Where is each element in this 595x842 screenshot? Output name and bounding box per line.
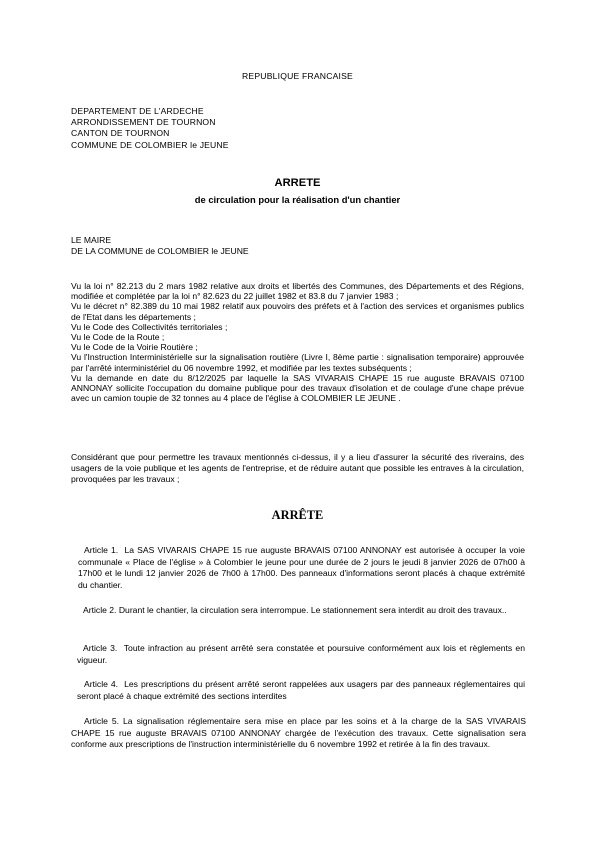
vu-item: Vu le Code des Collectivités territoriales ; (71, 321, 228, 332)
authority-block (71, 235, 249, 257)
vu-item: Vu l'Instruction Interministérielle sur la signalisation routière (Livre I, 8ème partie : signalisation temporaire) approuvée par l'arrêté interministériel du 06 novembre 1992, et modifiée par les textes subséquents ; (71, 352, 524, 373)
departement-line: DEPARTEMENT DE L'ARDECHE (71, 106, 204, 116)
vu-item: Vu le Code de la Route ; (71, 332, 165, 343)
administrative-header (71, 106, 229, 151)
arrete-heading: ARRÊTE (271, 508, 324, 522)
article-label: Article 3. (83, 643, 118, 653)
canton-line: CANTON DE TOURNON (71, 128, 170, 139)
article-label: Article 2. (83, 605, 117, 615)
vu-item: Vu le décret n° 82.389 du 10 mai 1982 relatif aux pouvoirs des préfets et à l'action des services et organismes publics de l'Etat dans les départements ; (71, 301, 524, 322)
arrondissement-line: ARRONDISSEMENT DE TOURNON (71, 117, 216, 128)
document-subtitle: de circulation pour la réalisation d'un chantier (194, 194, 401, 205)
document-title: ARRETE (274, 177, 321, 189)
considerant-paragraph: Considérant que pour permettre les travaux mentionnés ci-dessus, il y a lieu d'assurer la sécurité des riverains, des usagers de la voie publique et les agents de l'entreprise, et de réduire autant que possible les entraves à la circulation, provoquées par les travaux ; (71, 452, 524, 485)
article-text: Les prescriptions du présent arrêté seront rappelées aux usagers par des panneaux réglementaires qui seront placé à chaque extrémité des sections interdites (77, 679, 525, 701)
article-3 (77, 643, 525, 666)
vu-item: Vu le Code de la Voirie Routière ; (71, 342, 198, 353)
authority-line-1: LE MAIRE (71, 235, 112, 245)
article-label: Article 5. (84, 716, 120, 726)
article-text: La SAS VIVARAIS CHAPE 15 rue auguste BRAVAIS 07100 ANNONAY est autorisée à occuper la voie communale « Place de l'église » à Colombier le jeune pour une durée de 2 jours le jeudi 8 janvier 2026 de 07h00 à 17h00 et le lundi 12 janvier 2026 de 7h00 à 17h00. Des panneaux d'informations seront placés à chaque extrémité du chantier. (78, 545, 525, 590)
article-2 (71, 605, 526, 617)
authority-line-2: DE LA COMMUNE de COLOMBIER le JEUNE (71, 246, 249, 257)
article-4 (77, 679, 525, 702)
republique-heading: REPUBLIQUE FRANCAISE (242, 71, 353, 81)
vus-list (71, 281, 524, 403)
vu-item: Vu la demande en date du 8/12/2025 par laquelle la SAS VIVARAIS CHAPE 15 rue auguste BRAVAIS 07100 ANNONAY sollicite l'occupation du domaine publique pour des travaux d'isolation et de coulage d'une chape prévue avec un camion toupie de 32 tonnes au 4 place de l'église à COLOMBIER LE JEUNE . (71, 372, 524, 404)
article-text: Durant le chantier, la circulation sera interrompue. Le stationnement sera interdit au droit des travaux.. (118, 605, 507, 615)
article-label: Article 4. (84, 679, 119, 689)
article-text: Toute infraction au présent arrêté sera constatée et poursuive conformément aux lois et règlements en vigueur. (77, 643, 525, 665)
article-label: Article 1. (84, 545, 119, 555)
article-1 (78, 545, 525, 591)
article-text: La signalisation réglementaire sera mise en place par les soins et à la charge de la SAS VIVARAIS CHAPE 15 rue auguste BRAVAIS 07100 ANNONAY chargée de l'exécution des travaux. Cette signalisation sera conforme aux prescriptions de l'instruction interministérielle du 6 novembre 1992 et retirée à la fin des travaux. (71, 716, 527, 750)
commune-line: COMMUNE DE COLOMBIER le JEUNE (71, 139, 229, 150)
vu-item: Vu la loi n° 82.213 du 2 mars 1982 relative aux droits et libertés des Communes, des Départements et des Régions, modifiée et complétée par la loi n° 82.623 du 22 juillet 1982 et 83.8 du 7 janvier 1983 ; (71, 281, 524, 302)
article-5 (71, 716, 526, 751)
